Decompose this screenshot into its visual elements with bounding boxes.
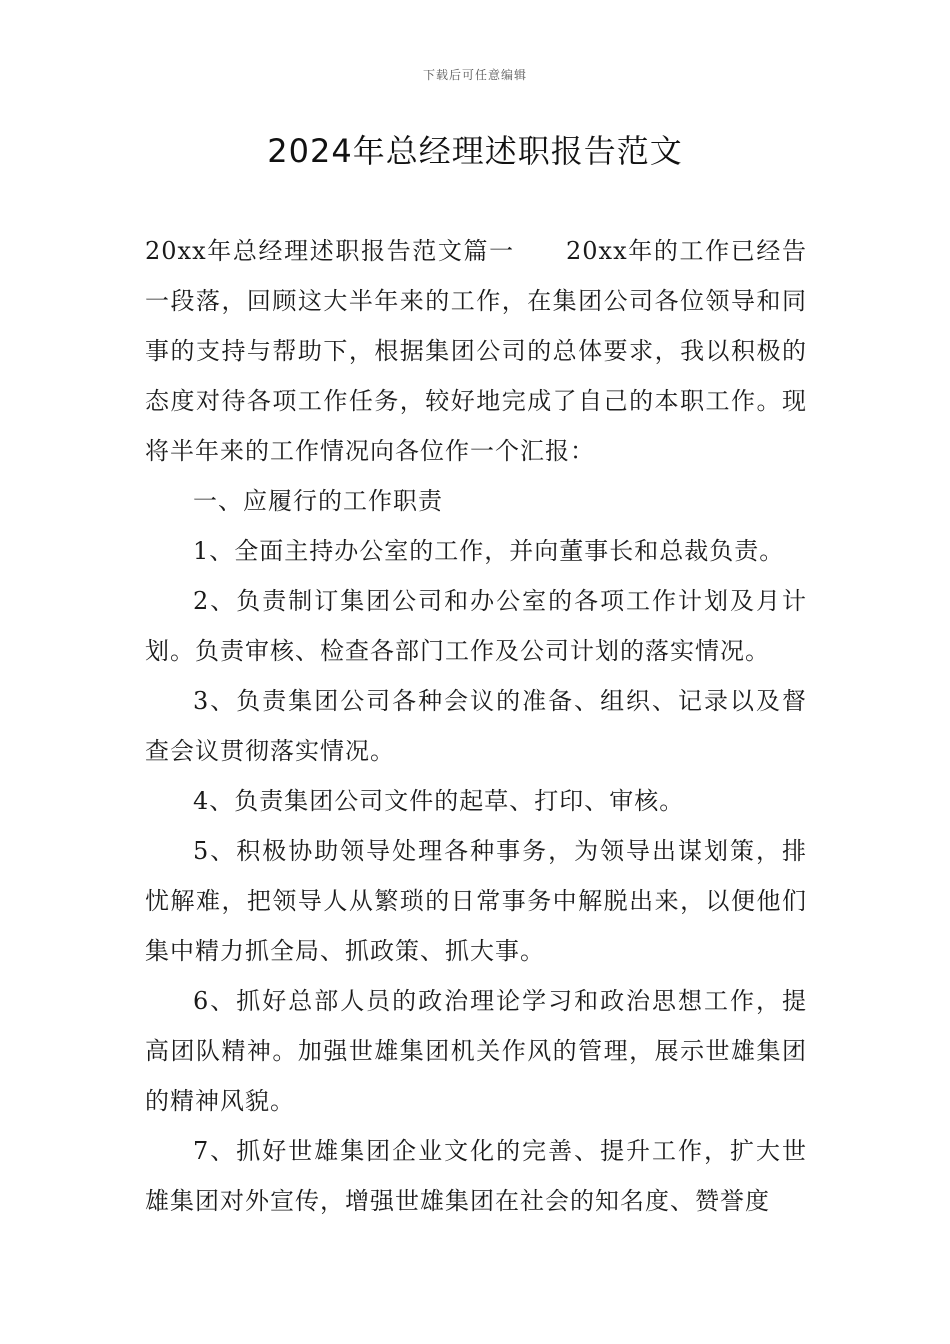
paragraph-section-heading: 一、应履行的工作职责 (193, 487, 443, 515)
paragraph-item-7: 7、抓好世雄集团企业文化的完善、提升工作，扩大世雄集团对外宣传，增强世雄集团在社会的知名度、赞誉度 (145, 1137, 807, 1215)
paragraph-item-1: 1、全面主持办公室的工作，并向董事长和总裁负责。 (193, 537, 785, 565)
paragraph-item-3: 3、负责集团公司各种会议的准备、组织、记录以及督查会议贯彻落实情况。 (145, 687, 807, 765)
paragraph-intro: 20xx年总经理述职报告范文篇一 20xx年的工作已经告一段落，回顾这大半年来的工作，在集团公司各位领导和同事的支持与帮助下，根据集团公司的总体要求，我以积极的态度对待各项工作任务，较好地完成了自己的本职工作。现将半年来的工作情况向各位作一个汇报： (145, 237, 807, 465)
document-title: 2024年总经理述职报告范文 (267, 132, 683, 170)
header-note: 下载后可任意编辑 (422, 68, 527, 82)
paragraph-item-5: 5、积极协助领导处理各种事务，为领导出谋划策，排忧解难，把领导人从繁琐的日常事务中解脱出来，以便他们集中精力抓全局、抓政策、抓大事。 (145, 837, 807, 965)
paragraph-item-2: 2、负责制订集团公司和办公室的各项工作计划及月计划。负责审核、检查各部门工作及公司计划的落实情况。 (145, 587, 807, 665)
document-body (145, 226, 807, 1226)
paragraph-item-4: 4、负责集团公司文件的起草、打印、审核。 (193, 787, 685, 815)
paragraph-item-6: 6、抓好总部人员的政治理论学习和政治思想工作，提高团队精神。加强世雄集团机关作风的管理，展示世雄集团的精神风貌。 (145, 987, 807, 1115)
